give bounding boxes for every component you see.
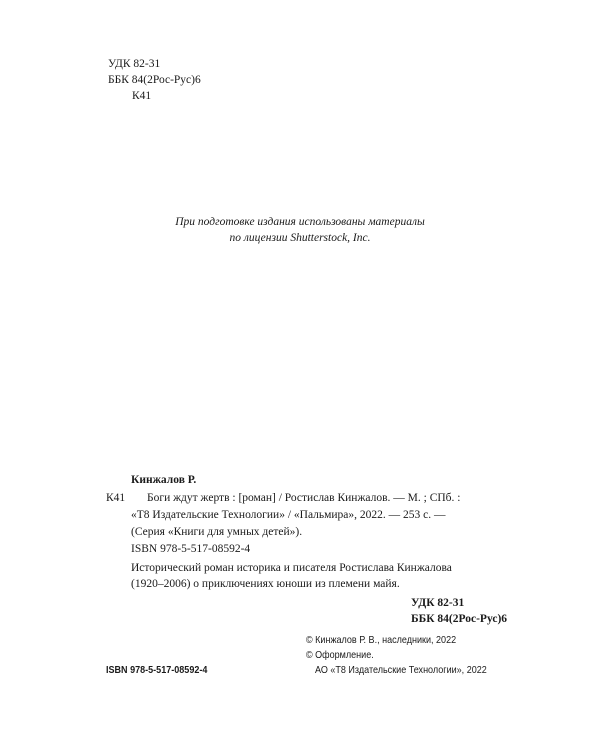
description-line-3: (Серия «Книги для умных детей»). (131, 526, 303, 538)
isbn-line: ISBN 978-5-517-08592-4 (131, 543, 251, 555)
footer-isbn: ISBN 978-5-517-08592-4 (106, 664, 208, 676)
bbk-code: ББК 84(2Рос-Рус)6 (108, 74, 201, 86)
record-author-mark: К41 (106, 492, 126, 504)
description-line-2: «Т8 Издательские Технологии» / «Пальмира», 2022. — 253 с. — (131, 509, 446, 521)
description-line-1: Боги ждут жертв : [роман] / Ростислав Кинжалов. — М. ; СПб. : (147, 492, 461, 504)
udk-code: УДК 82-31 (108, 58, 161, 70)
author-mark: К41 (132, 90, 152, 102)
copyright-line-2: © Оформление. (306, 649, 374, 661)
copyright-line-1: © Кинжалов Р. В., наследники, 2022 (306, 634, 457, 646)
udk-code-bottom: УДК 82-31 (411, 597, 465, 609)
copyright-line-3: АО «Т8 Издательские Технологии», 2022 (315, 664, 487, 676)
author-heading: Кинжалов Р. (131, 474, 197, 486)
annotation-line-1: Исторический роман историка и писателя Ростислава Кинжалова (131, 562, 452, 574)
annotation-line-2: (1920–2006) о приключениях юноши из племени майя. (131, 578, 400, 590)
license-note-line-2: по лицензии Shutterstock, Inc. (229, 232, 371, 244)
license-note-line-1: При подготовке издания использованы материалы (175, 216, 425, 228)
bbk-code-bottom: ББК 84(2Рос-Рус)6 (411, 613, 508, 625)
